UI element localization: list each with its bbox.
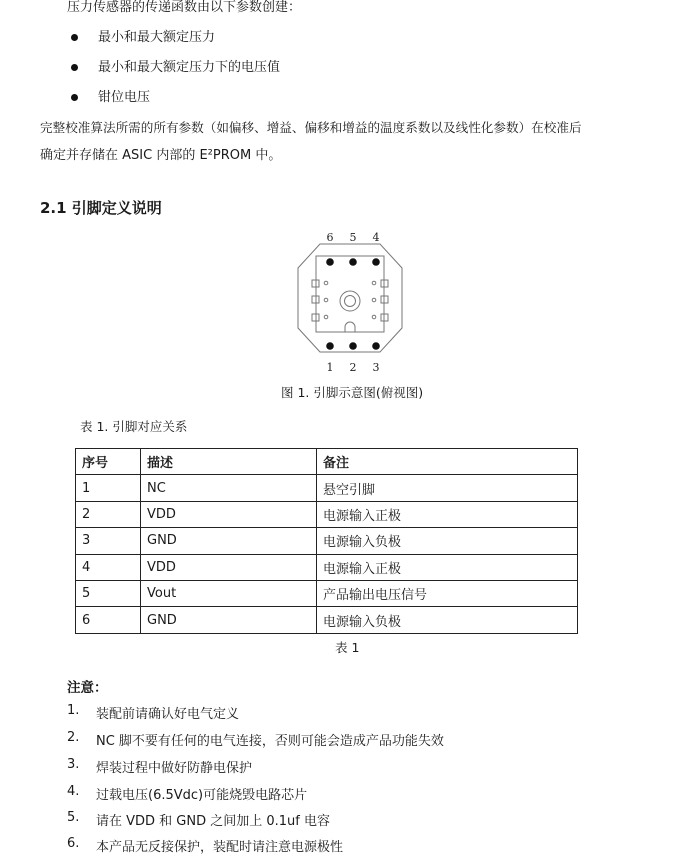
figure-caption: 图 1. 引脚示意图(俯视图) xyxy=(281,385,424,400)
note-number: 1. xyxy=(67,703,80,718)
column-header-index: 序号 xyxy=(76,449,141,475)
bullet-dot xyxy=(71,94,78,101)
column-header-description: 描述 xyxy=(141,449,317,475)
note-item: NC 脚不要有任何的电气连接，否则可能会造成产品功能失效 xyxy=(96,734,444,749)
calibration-paragraph-line2: 确定并存储在 ASIC 内部的 E²PROM 中。 xyxy=(40,148,282,163)
pad-dot xyxy=(324,315,328,319)
pad-dot xyxy=(372,298,376,302)
cell-remark: 悬空引脚 xyxy=(317,475,578,501)
bullet-dot xyxy=(71,64,78,71)
table-row xyxy=(76,554,578,580)
cell-remark: 产品输出电压信号 xyxy=(317,580,578,606)
cell-remark: 电源输入负极 xyxy=(317,607,578,633)
pad-dot xyxy=(372,281,376,285)
pad-dot xyxy=(324,281,328,285)
note-number: 6. xyxy=(67,836,80,851)
cell-remark: 电源输入正极 xyxy=(317,554,578,580)
cell-index: 6 xyxy=(76,607,141,633)
cell-description: NC xyxy=(141,475,317,501)
cell-description: GND xyxy=(141,607,317,633)
note-number: 2. xyxy=(67,730,80,745)
pin-4 xyxy=(372,258,380,266)
cell-description: Vout xyxy=(141,580,317,606)
bullet-item: 最小和最大额定压力下的电压值 xyxy=(98,60,281,75)
cell-index: 4 xyxy=(76,554,141,580)
sensor-body xyxy=(316,256,384,332)
cell-description: VDD xyxy=(141,554,317,580)
note-item: 过载电压(6.5Vdc)可能烧毁电路芯片 xyxy=(96,788,308,803)
pin-diagram xyxy=(290,228,410,378)
pin-2 xyxy=(349,342,357,350)
pin-table xyxy=(75,448,578,634)
orientation-notch xyxy=(345,322,355,332)
table-row xyxy=(76,475,578,501)
pin-label-top: 4 xyxy=(372,231,380,244)
pin-5 xyxy=(349,258,357,266)
cell-description: VDD xyxy=(141,501,317,527)
section-heading: 2.1 引脚定义说明 xyxy=(40,199,162,217)
table-row xyxy=(76,501,578,527)
notes-title: 注意： xyxy=(67,680,108,696)
bullet-dot xyxy=(71,34,78,41)
intro-line: 压力传感器的传递函数由以下参数创建： xyxy=(67,0,302,15)
note-number: 5. xyxy=(67,810,80,825)
table-title: 表 1. 引脚对应关系 xyxy=(80,419,188,434)
pin-label-bottom: 1 xyxy=(326,361,334,374)
bullet-item: 最小和最大额定压力 xyxy=(98,30,216,45)
pressure-port-outer xyxy=(340,291,360,311)
note-number: 3. xyxy=(67,757,80,772)
pin-1 xyxy=(326,342,334,350)
pin-label-bottom: 2 xyxy=(349,361,357,374)
note-item: 请在 VDD 和 GND 之间加上 0.1uf 电容 xyxy=(96,814,331,829)
cell-remark: 电源输入正极 xyxy=(317,501,578,527)
bullet-item: 钳位电压 xyxy=(98,90,151,105)
note-item: 焊装过程中做好防静电保护 xyxy=(96,761,253,776)
pad-dot xyxy=(372,315,376,319)
cell-remark: 电源输入负极 xyxy=(317,528,578,554)
pin-label-bottom: 3 xyxy=(372,361,380,374)
cell-index: 2 xyxy=(76,501,141,527)
pin-6 xyxy=(326,258,334,266)
column-header-remark: 备注 xyxy=(317,449,578,475)
calibration-paragraph-line1: 完整校准算法所需的所有参数（如偏移、增益、偏移和增益的温度系数以及线性化参数）在校准后 xyxy=(40,120,582,135)
cell-index: 5 xyxy=(76,580,141,606)
table-row xyxy=(76,528,578,554)
note-item: 本产品无反接保护，装配时请注意电源极性 xyxy=(96,840,344,855)
note-number: 4. xyxy=(67,784,80,799)
pad-dot xyxy=(324,298,328,302)
cell-description: GND xyxy=(141,528,317,554)
table-row xyxy=(76,580,578,606)
note-item: 装配前请确认好电气定义 xyxy=(96,707,240,722)
pin-label-top: 5 xyxy=(349,231,357,244)
table-header-row xyxy=(76,449,578,475)
table-caption: 表 1 xyxy=(335,640,360,655)
cell-index: 3 xyxy=(76,528,141,554)
pin-3 xyxy=(372,342,380,350)
pin-label-top: 6 xyxy=(326,231,334,244)
cell-index: 1 xyxy=(76,475,141,501)
table-row xyxy=(76,607,578,633)
pressure-port-inner xyxy=(345,296,356,307)
